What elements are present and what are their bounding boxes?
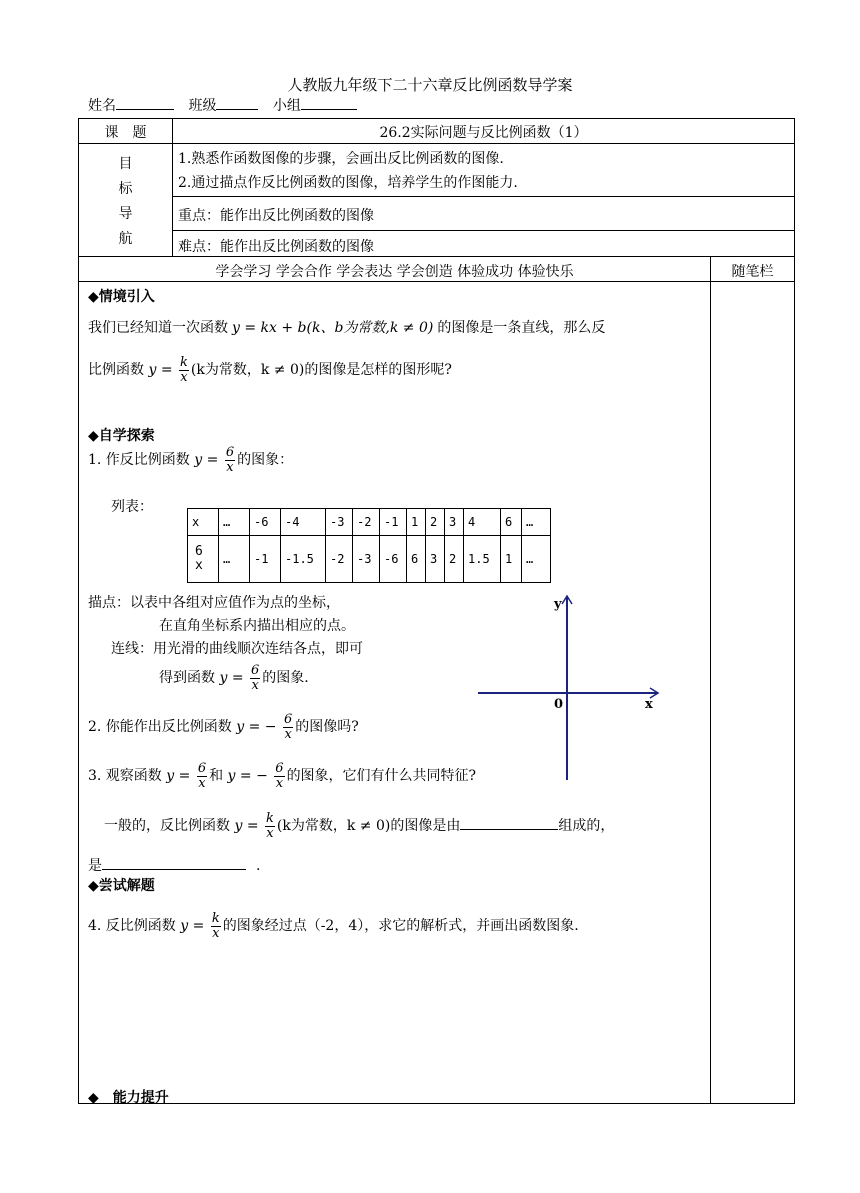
table-cell: 1 xyxy=(501,536,522,583)
q4-text-b: 的图象经过点（-2，4），求它的解析式，并画出函数图象. xyxy=(222,918,579,935)
formula-y-eq: y = xyxy=(180,918,205,935)
q3-and: 和 xyxy=(209,768,224,785)
y-axis-label: y xyxy=(554,597,562,612)
page-title: 人教版九年级下二十六章反比例函数导学案 xyxy=(287,76,573,94)
q2-text-b: 的图像吗? xyxy=(295,719,359,736)
origin-label: 0 xyxy=(554,697,564,712)
intro-text-a: 我们已经知道一次函数 xyxy=(88,320,228,336)
general-text-f: . xyxy=(256,858,261,874)
intro-text-d: 的图像是怎样的图形呢? xyxy=(304,362,452,379)
topic-label: 课 题 xyxy=(104,125,147,141)
table-cell: … xyxy=(219,509,250,536)
table-cell: -2 xyxy=(326,536,353,583)
question-1 xyxy=(88,446,293,474)
formula-y-eq: y = xyxy=(166,768,191,785)
intro-paragraph-line-1 xyxy=(88,317,605,337)
name-label: 姓名 xyxy=(88,98,116,114)
table-cell: -2 xyxy=(353,509,380,536)
goal-2: 2.通过描点作反比例函数的图像，培养学生的作图能力. xyxy=(178,175,518,191)
table-cell: 3 xyxy=(426,536,445,583)
list-label: 列表： xyxy=(111,499,153,515)
try-heading: ◆尝试解题 xyxy=(88,878,155,894)
table-cell: … xyxy=(522,536,551,583)
table-cell: 6 xyxy=(501,509,522,536)
formula-y-eq-neg: y = − xyxy=(227,768,268,785)
plot-step-line-2: 在直角坐标系内描出相应的点。 xyxy=(159,618,355,634)
q3-text-a: 3. 观察函数 xyxy=(88,768,162,785)
q4-text-a: 4. 反比例函数 xyxy=(88,918,176,935)
goals-label-char-2: 标 xyxy=(118,181,133,197)
intro-text-b: 的图像是一条直线，那么反 xyxy=(437,320,606,336)
connect-text-b: 的图象. xyxy=(262,670,309,687)
table-cell: 2 xyxy=(426,509,445,536)
table-cell-label xyxy=(188,536,219,583)
class-label: 班级 xyxy=(188,98,217,114)
table-cell: -4 xyxy=(281,509,326,536)
formula-y-eq: y = xyxy=(148,362,173,379)
value-table xyxy=(187,508,551,583)
table-cell: 6 xyxy=(407,536,426,583)
table-cell: -1 xyxy=(250,536,281,583)
table-cell: -3 xyxy=(353,536,380,583)
general-constraint: (k为常数，k ≠ 0) xyxy=(276,818,391,835)
question-3 xyxy=(88,762,476,790)
q1-text-a: 1. 作反比例函数 xyxy=(88,452,190,469)
fraction-6-over-x: 6 x xyxy=(195,544,203,573)
table-cell: -1.5 xyxy=(281,536,326,583)
intro-paragraph-line-2 xyxy=(88,356,452,384)
difficulty: 难点：能作出反比例函数的图像 xyxy=(178,239,374,255)
q3-text-b: 的图象，它们有什么共同特征? xyxy=(286,768,477,785)
question-2 xyxy=(88,713,359,741)
notes-column-header: 随笔栏 xyxy=(731,264,774,280)
goals-label-char-1: 目 xyxy=(118,156,133,172)
connect-step-line-2 xyxy=(159,664,309,692)
answer-blank-2[interactable] xyxy=(102,855,246,870)
question-4 xyxy=(88,912,579,940)
connect-step: 连线：用光滑的曲线顺次连结各点，即可 xyxy=(111,641,363,657)
goals-label-char-4: 航 xyxy=(118,231,133,247)
table-cell: … xyxy=(522,509,551,536)
general-text-e: 是 xyxy=(88,858,102,874)
formula-y-eq: y = xyxy=(234,818,259,835)
x-axis-label: x xyxy=(645,697,653,712)
table-cell: … xyxy=(219,536,250,583)
student-info-row xyxy=(88,95,357,115)
table-cell: -1 xyxy=(380,509,407,536)
intro-heading: ◆情境引入 xyxy=(88,289,155,305)
formula-y-eq: y = xyxy=(194,452,219,469)
plot-step-line-1: 描点：以表中各组对应值作为点的坐标， xyxy=(88,595,340,611)
class-blank[interactable] xyxy=(216,95,258,110)
coordinate-axes[interactable] xyxy=(470,590,670,785)
table-cell: 2 xyxy=(445,536,464,583)
fraction-6-over-x: $\frac{6}{x}$ xyxy=(251,663,260,693)
motto: 学会学习 学会合作 学会表达 学会创造 体验成功 体验快乐 xyxy=(215,264,574,280)
general-statement-line-2 xyxy=(88,855,260,875)
table-cell: 3 xyxy=(445,509,464,536)
fraction-k-over-x: $\frac{k}{x}$ xyxy=(180,355,188,385)
table-cell: 1 xyxy=(407,509,426,536)
general-text-d: 组成的， xyxy=(558,818,615,835)
linear-function-formula: y = kx + b(k、b为常数,k ≠ 0) xyxy=(232,320,434,336)
group-blank[interactable] xyxy=(301,95,357,110)
topic-title: 26.2实际问题与反比例函数（1） xyxy=(379,125,588,141)
fraction-6-over-x: $\frac{6}{x}$ xyxy=(225,445,235,475)
table-cell: -6 xyxy=(380,536,407,583)
formula-y-eq: y = xyxy=(219,670,244,687)
table-row xyxy=(188,509,551,536)
group-label: 小组 xyxy=(272,98,301,114)
connect-text-a: 得到函数 xyxy=(159,670,215,687)
formula-y-eq-neg: y = − xyxy=(236,719,277,736)
general-text-c: 的图像是由 xyxy=(390,818,461,835)
table-row xyxy=(188,536,551,583)
general-statement xyxy=(104,812,614,840)
improve-heading: ◆ 能力提升 xyxy=(88,1090,169,1106)
fraction-k-over-x: $\frac{k}{x}$ xyxy=(211,911,220,941)
table-cell: 1.5 xyxy=(464,536,501,583)
table-cell: 4 xyxy=(464,509,501,536)
goal-1: 1.熟悉作函数图像的步骤，会画出反比例函数的图像. xyxy=(178,151,504,167)
intro-text-c: 比例函数 xyxy=(88,362,144,379)
fraction-k-over-x: $\frac{k}{x}$ xyxy=(266,811,274,841)
table-cell: -3 xyxy=(326,509,353,536)
reciprocal-constraint: (k为常数，k ≠ 0) xyxy=(190,362,305,379)
name-blank[interactable] xyxy=(116,95,174,110)
fraction-6-over-x: $\frac{6}{x}$ xyxy=(284,712,293,742)
explore-heading: ◆自学探索 xyxy=(88,428,155,444)
table-cell: -6 xyxy=(250,509,281,536)
table-cell: x xyxy=(188,509,219,536)
general-text-a: 一般的，反比例函数 xyxy=(104,818,230,835)
q2-text-a: 2. 你能作出反比例函数 xyxy=(88,719,232,736)
fraction-6-over-x: $\frac{6}{x}$ xyxy=(197,761,207,791)
fraction-6-over-x: $\frac{6}{x}$ xyxy=(275,761,284,791)
key-point: 重点：能作出反比例函数的图像 xyxy=(178,208,374,224)
q1-text-b: 的图象： xyxy=(237,452,294,469)
answer-blank-1[interactable] xyxy=(460,815,558,830)
goals-label-char-3: 导 xyxy=(118,206,133,222)
